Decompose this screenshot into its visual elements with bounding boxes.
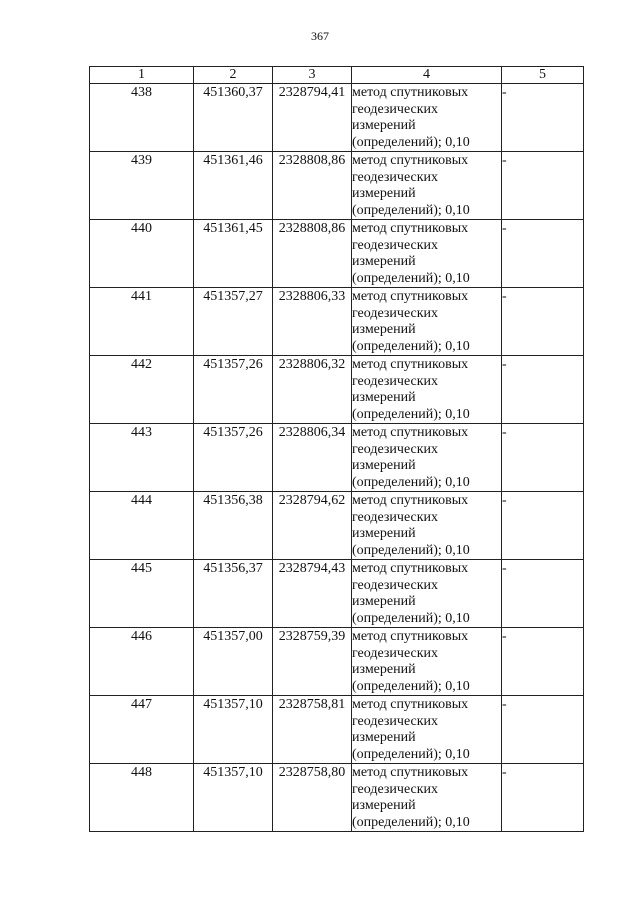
method-text-line: геодезических — [352, 441, 439, 457]
method-text-line: измерений — [352, 526, 416, 541]
method-text-line: метод спутниковых — [352, 221, 469, 236]
method-cell — [352, 560, 502, 628]
method-text-line: измерений — [352, 322, 416, 337]
method-cell — [352, 628, 502, 696]
method-text-line: (определений); 0,10 — [352, 338, 470, 354]
y-coordinate-cell: 2328808,86 — [273, 152, 352, 220]
method-text-line: (определений); 0,10 — [352, 134, 470, 150]
method-text-line: (определений); 0,10 — [352, 202, 470, 218]
table-row — [90, 628, 584, 696]
x-coordinate-cell: 451357,26 — [194, 424, 273, 492]
y-coordinate-cell: 2328758,81 — [273, 696, 352, 764]
note-cell: - — [502, 764, 584, 832]
method-cell — [352, 356, 502, 424]
method-text-line: геодезических — [352, 373, 439, 389]
y-coordinate-cell: 2328808,86 — [273, 220, 352, 288]
method-text-line: метод спутниковых — [352, 629, 469, 644]
table-row — [90, 152, 584, 220]
table-row — [90, 764, 584, 832]
method-text-line: (определений); 0,10 — [352, 746, 470, 762]
method-text-line: (определений); 0,10 — [352, 814, 470, 830]
method-text-line: измерений — [352, 118, 416, 133]
table-header-row — [90, 67, 584, 84]
note-cell: - — [502, 152, 584, 220]
note-cell: - — [502, 356, 584, 424]
y-coordinate-cell: 2328806,34 — [273, 424, 352, 492]
x-coordinate-cell: 451356,38 — [194, 492, 273, 560]
method-text-line: измерений — [352, 798, 416, 813]
table-row — [90, 560, 584, 628]
x-coordinate-cell: 451361,45 — [194, 220, 273, 288]
y-coordinate-cell: 2328794,41 — [273, 84, 352, 152]
point-number-cell: 439 — [90, 152, 194, 220]
x-coordinate-cell: 451357,00 — [194, 628, 273, 696]
table-row — [90, 220, 584, 288]
point-number-cell: 443 — [90, 424, 194, 492]
method-text-line: измерений — [352, 254, 416, 269]
note-cell: - — [502, 560, 584, 628]
table-row — [90, 696, 584, 764]
method-text-line: измерений — [352, 390, 416, 405]
method-text-line: метод спутниковых — [352, 425, 469, 440]
method-cell — [352, 220, 502, 288]
column-header: 5 — [502, 67, 584, 84]
table-row — [90, 288, 584, 356]
method-text-line: измерений — [352, 730, 416, 745]
note-cell: - — [502, 696, 584, 764]
page-number: 367 — [311, 29, 329, 43]
method-text-line: (определений); 0,10 — [352, 610, 470, 626]
method-text-line: метод спутниковых — [352, 561, 469, 576]
note-cell: - — [502, 492, 584, 560]
method-text-line: метод спутниковых — [352, 85, 469, 100]
note-cell: - — [502, 220, 584, 288]
y-coordinate-cell: 2328806,32 — [273, 356, 352, 424]
x-coordinate-cell: 451357,10 — [194, 764, 273, 832]
x-coordinate-cell: 451361,46 — [194, 152, 273, 220]
point-number-cell: 445 — [90, 560, 194, 628]
table-row — [90, 84, 584, 152]
method-text-line: метод спутниковых — [352, 765, 469, 780]
table-row — [90, 492, 584, 560]
x-coordinate-cell: 451357,26 — [194, 356, 273, 424]
note-cell: - — [502, 84, 584, 152]
point-number-cell: 448 — [90, 764, 194, 832]
method-text-line: измерений — [352, 186, 416, 201]
y-coordinate-cell: 2328759,39 — [273, 628, 352, 696]
method-text-line: измерений — [352, 594, 416, 609]
column-header: 3 — [273, 67, 352, 84]
method-text-line: (определений); 0,10 — [352, 678, 470, 694]
method-text-line: геодезических — [352, 781, 439, 797]
table-body — [90, 84, 584, 832]
y-coordinate-cell: 2328758,80 — [273, 764, 352, 832]
method-text-line: геодезических — [352, 305, 439, 321]
method-cell — [352, 152, 502, 220]
method-text-line: геодезических — [352, 509, 439, 525]
method-text-line: (определений); 0,10 — [352, 542, 470, 558]
method-text-line: геодезических — [352, 577, 439, 593]
point-number-cell: 441 — [90, 288, 194, 356]
x-coordinate-cell: 451357,27 — [194, 288, 273, 356]
method-text-line: геодезических — [352, 645, 439, 661]
method-cell — [352, 288, 502, 356]
method-text-line: геодезических — [352, 713, 439, 729]
note-cell: - — [502, 628, 584, 696]
point-number-cell: 446 — [90, 628, 194, 696]
method-text-line: геодезических — [352, 101, 439, 117]
y-coordinate-cell: 2328794,43 — [273, 560, 352, 628]
point-number-cell: 440 — [90, 220, 194, 288]
y-coordinate-cell: 2328806,33 — [273, 288, 352, 356]
column-header: 2 — [194, 67, 273, 84]
x-coordinate-cell: 451356,37 — [194, 560, 273, 628]
coordinates-table — [89, 66, 584, 832]
table-row — [90, 424, 584, 492]
method-text-line: метод спутниковых — [352, 153, 469, 168]
method-text-line: измерений — [352, 458, 416, 473]
method-text-line: метод спутниковых — [352, 357, 469, 372]
y-coordinate-cell: 2328794,62 — [273, 492, 352, 560]
point-number-cell: 442 — [90, 356, 194, 424]
method-text-line: геодезических — [352, 237, 439, 253]
method-text-line: метод спутниковых — [352, 697, 469, 712]
note-cell: - — [502, 288, 584, 356]
method-cell — [352, 492, 502, 560]
column-header: 4 — [352, 67, 502, 84]
method-text-line: метод спутниковых — [352, 289, 469, 304]
method-cell — [352, 696, 502, 764]
point-number-cell: 438 — [90, 84, 194, 152]
point-number-cell: 444 — [90, 492, 194, 560]
method-cell — [352, 764, 502, 832]
method-text-line: измерений — [352, 662, 416, 677]
method-text-line: геодезических — [352, 169, 439, 185]
column-header: 1 — [90, 67, 194, 84]
x-coordinate-cell: 451357,10 — [194, 696, 273, 764]
method-text-line: (определений); 0,10 — [352, 406, 470, 422]
table-row — [90, 356, 584, 424]
method-cell — [352, 424, 502, 492]
method-text-line: метод спутниковых — [352, 493, 469, 508]
x-coordinate-cell: 451360,37 — [194, 84, 273, 152]
note-cell: - — [502, 424, 584, 492]
method-text-line: (определений); 0,10 — [352, 474, 470, 490]
point-number-cell: 447 — [90, 696, 194, 764]
method-text-line: (определений); 0,10 — [352, 270, 470, 286]
method-cell — [352, 84, 502, 152]
